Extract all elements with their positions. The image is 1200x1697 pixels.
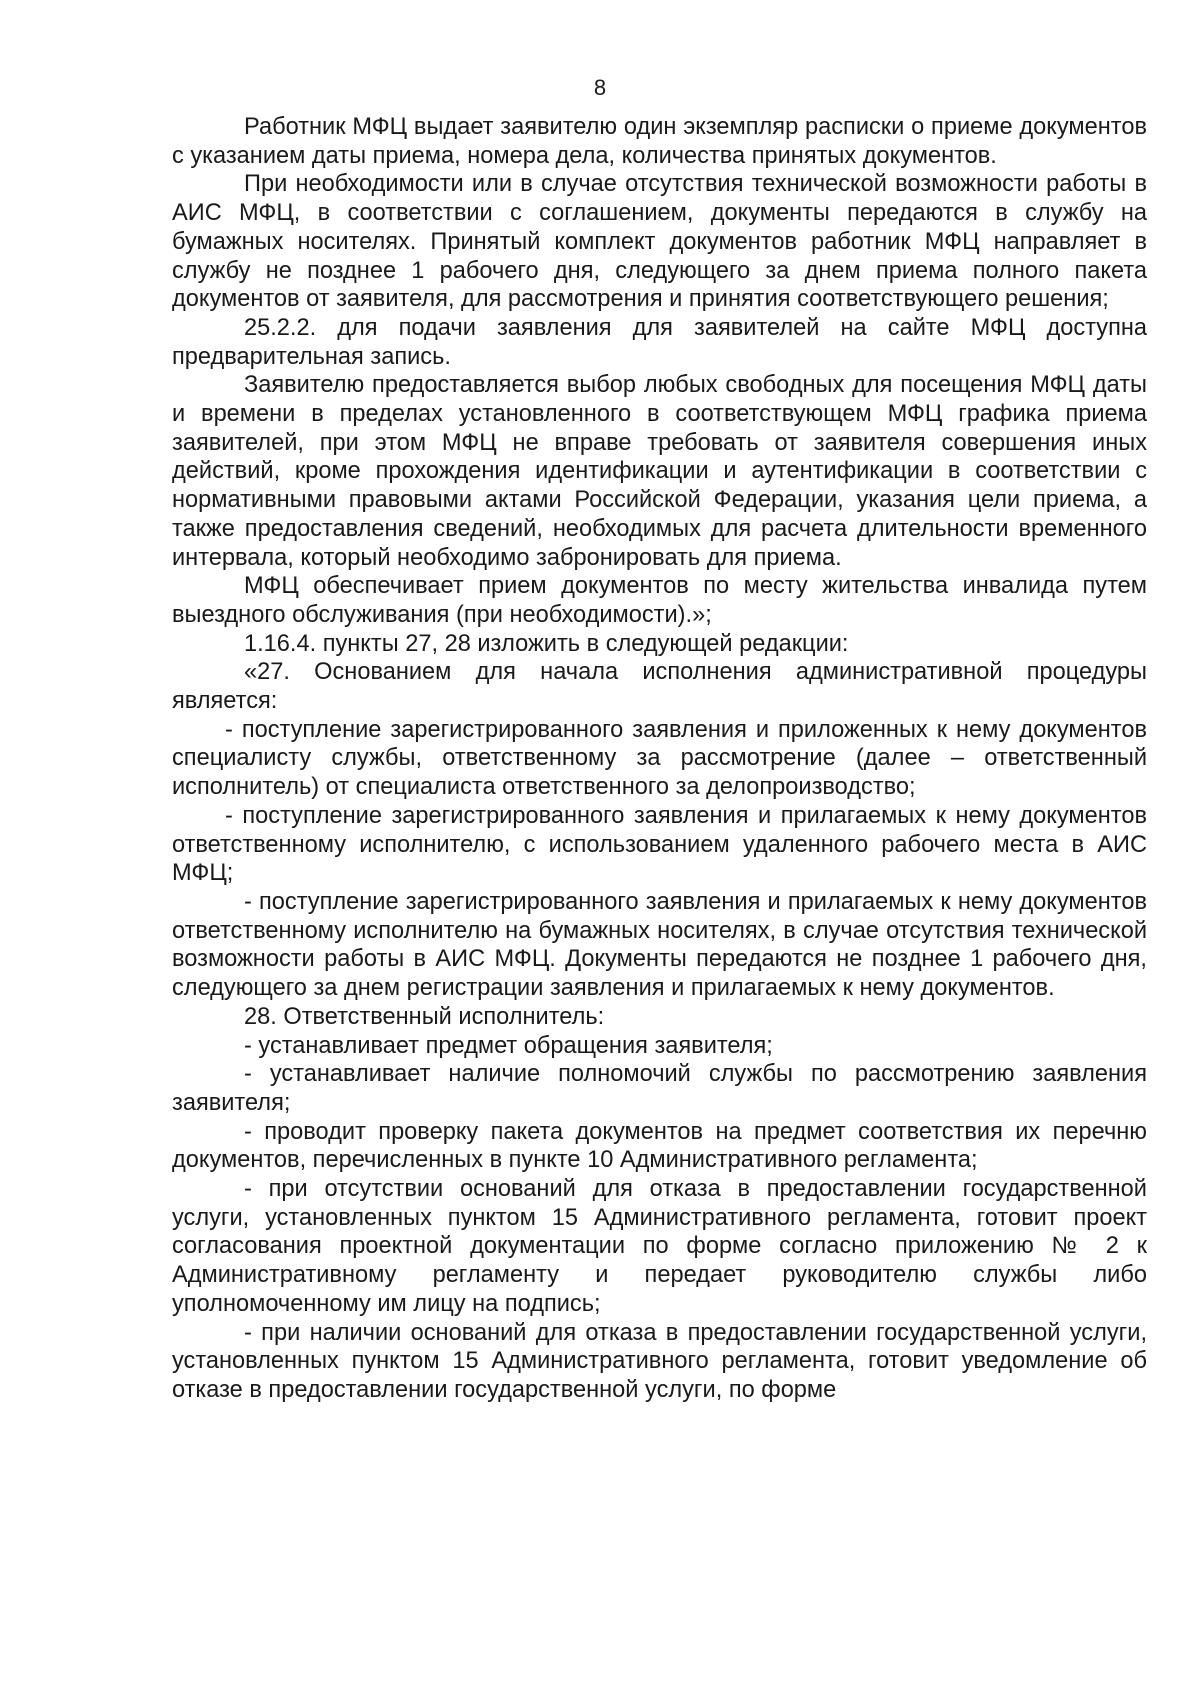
list-item: - поступление зарегистрированного заявления и прилагаемых к нему документов ответственному исполнителю, с использованием удаленного рабочего места в АИС МФЦ; [172,802,1147,887]
list-item: - при отсутствии оснований для отказа в предоставлении государственной услуги, установленных пунктом 15 Административного регламента, готовит проект согласования проектной документации по форме согласно приложению № 2 к Административному регламенту и передает руководителю службы либо уполномоченному им лицу на подпись; [172,1176,1147,1317]
list-item: - поступление зарегистрированного заявления и приложенных к нему документов специалисту службы, ответственному за рассмотрение (далее – ответственный исполнитель) от специалиста ответственного за делопроизводство; [172,716,1147,801]
paragraph: «27. Основанием для начала исполнения административной процедуры является: [172,659,1147,715]
list-item: - при наличии оснований для отказа в предоставлении государственной услуги, установленных пунктом 15 Административного регламента, готовит уведомление об отказе в предоставлении государственной услуги, по форме [172,1319,1147,1403]
list-item: - проводит проверку пакета документов на предмет соответствия их перечню документов, перечисленных в пункте 10 Административного регламента; [172,1118,1147,1174]
paragraph: 1.16.4. пункты 27, 28 изложить в следующей редакции: [244,630,849,657]
page-number: 8 [593,75,607,100]
paragraph: При необходимости или в случае отсутствия технической возможности работы в АИС МФЦ, в соответствии с соглашением, документы передаются в службу на бумажных носителях. Принятый комплект документов работник МФЦ направляет в службу не позднее 1 рабочего дня, следующего за днем приема полного пакета документов от заявителя, для рассмотрения и принятия соответствующего решения; [172,171,1147,313]
list-item: - поступление зарегистрированного заявления и прилагаемых к нему документов ответственному исполнителю на бумажных носителях, в случае отсутствия технической возможности работы в АИС МФЦ. Документы передаются не позднее 1 рабочего дня, следующего за днем регистрации заявления и прилагаемых к нему документов. [172,888,1147,1002]
paragraph: МФЦ обеспечивает прием документов по месту жительства инвалида путем выездного обслуживания (при необходимости).»; [172,573,1147,628]
list-item: - устанавливает наличие полномочий службы по рассмотрению заявления заявителя; [172,1061,1147,1116]
list-item: - устанавливает предмет обращения заявителя; [244,1032,773,1059]
paragraph: Работник МФЦ выдает заявителю один экземпляр расписки о приеме документов с указанием даты приема, номера дела, количества принятых документов. [172,114,1147,169]
document-body [172,113,1147,1405]
paragraph: 28. Ответственный исполнитель: [244,1003,605,1030]
paragraph: 25.2.2. для подачи заявления для заявителей на сайте МФЦ доступна предварительная запись. [172,314,1147,370]
paragraph: Заявителю предоставляется выбор любых свободных для посещения МФЦ даты и времени в пределах установленного в соответствующем МФЦ графика приема заявителей, при этом МФЦ не вправе требовать от заявителя совершения иных действий, кроме прохождения идентификации и аутентификации в соответствии с нормативными правовыми актами Российской Федерации, указания цели приема, а также предоставления сведений, необходимых для расчета длительности временного интервала, который необходимо забронировать для приема. [172,372,1147,571]
